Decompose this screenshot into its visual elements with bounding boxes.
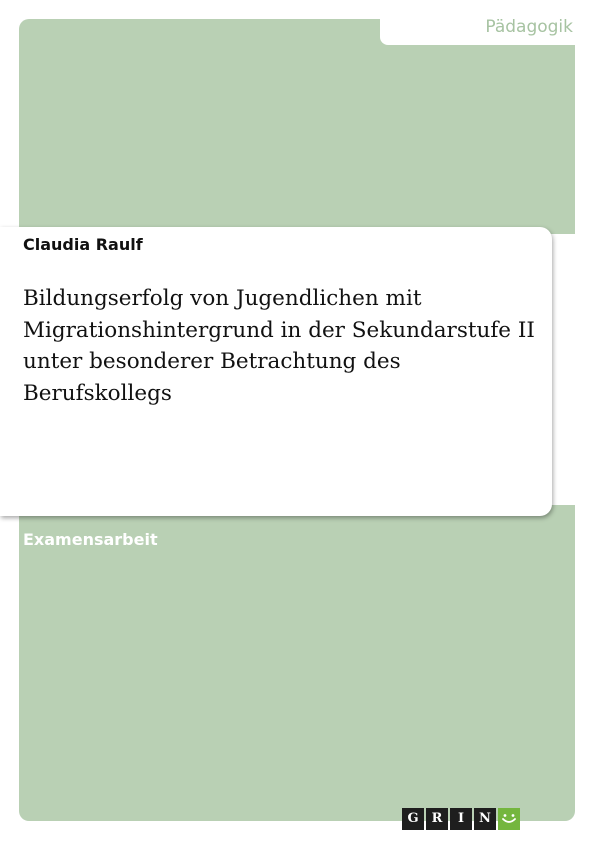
logo-letter: R (426, 808, 448, 830)
logo-letter: G (402, 808, 424, 830)
logo-letter: I (450, 808, 472, 830)
smiley-icon-glyph (501, 813, 517, 825)
cover-bottom-panel (19, 505, 575, 821)
smiley-icon (498, 808, 520, 830)
cover-top-panel (19, 19, 575, 234)
document-type: Examensarbeit (23, 530, 158, 549)
logo-letter: N (474, 808, 496, 830)
grin-logo (402, 808, 520, 830)
author-name: Claudia Raulf (23, 235, 143, 254)
book-title: Bildungserfolg von Jugendlichen mit Migrationshintergrund in der Sekundarstufe II unter besonderer Betrachtung des Berufskollegs (23, 286, 535, 406)
category-label: Pädagogik (485, 17, 573, 37)
